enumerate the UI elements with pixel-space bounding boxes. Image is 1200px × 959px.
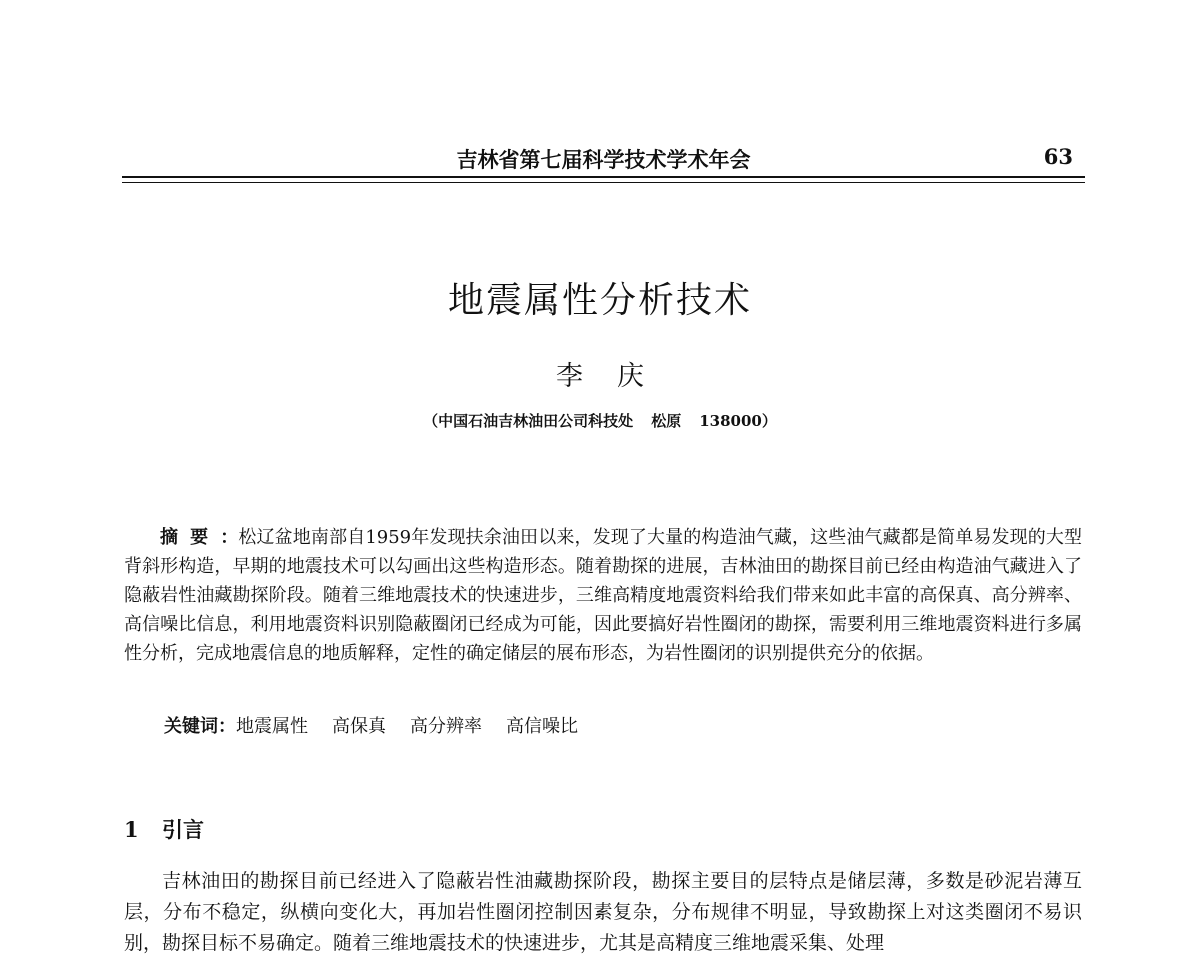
running-header [122, 142, 1085, 172]
author-name [0, 354, 1200, 393]
keywords-line [164, 712, 602, 738]
header-rule-thick [122, 176, 1085, 178]
affiliation-city: 松原 [651, 412, 682, 430]
keyword-item: 高保真 [332, 716, 386, 737]
author-surname: 李 [556, 361, 583, 392]
section-title: 引言 [162, 818, 204, 843]
keyword-item: 高信噪比 [506, 716, 578, 737]
keywords-label: 关键词 [164, 716, 218, 737]
abstract-paragraph [124, 523, 1082, 668]
affiliation-org: 中国石油吉林油田公司科技处 [438, 412, 634, 430]
page-number: 63 [1043, 144, 1073, 169]
paper-title: 地震属性分析技术 [447, 280, 752, 322]
body-paragraph: 吉林油田的勘探目前已经进入了隐蔽岩性油藏勘探阶段，勘探主要目的层特点是储层薄，多数是砂泥岩薄互层，分布不稳定，纵横向变化大，再加岩性圈闭控制因素复杂，分布规律不明显，导致勘探上对这类圈闭不易识别，勘探目标不易确定。随着三维地震技术的快速进步，尤其是高精度三维地震采集、处理 [124, 870, 1082, 954]
affiliation-close-paren: ） [761, 412, 777, 430]
running-title: 吉林省第七届科学技术学术年会 [456, 147, 751, 172]
author-given-name: 庆 [617, 361, 644, 392]
section-heading [124, 814, 204, 844]
abstract-text: 松辽盆地南部自1959年发现扶余油田以来，发现了大量的构造油气藏，这些油气藏都是简单易发现的大型背斜形构造，早期的地震技术可以勾画出这些构造形态。随着勘探的进展，吉林油田的勘探目前已经由构造油气藏进入了隐蔽岩性油藏勘探阶段。随着三维地震技术的快速进步，三维高精度地震资料给我们带来如此丰富的高保真、高分辨率、高信噪比信息，利用地震资料识别隐蔽圈闭已经成为可能，因此要搞好岩性圈闭的勘探，需要利用三维地震资料进行多属性分析，完成地震信息的地质解释，定性的确定储层的展布形态，为岩性圈闭的识别提供充分的依据。 [124, 527, 1083, 664]
header-rule-thin [122, 182, 1085, 183]
keywords-separator: ： [218, 716, 236, 737]
abstract-label: 摘要 [160, 527, 221, 548]
affiliation-postal: 138000 [699, 412, 762, 430]
affiliation-open-paren: （ [423, 412, 439, 430]
section-number: 1 [124, 817, 139, 843]
keyword-item: 高分辨率 [410, 716, 482, 737]
affiliation [0, 410, 1200, 431]
abstract-separator: ： [220, 527, 239, 548]
keyword-item: 地震属性 [236, 716, 308, 737]
